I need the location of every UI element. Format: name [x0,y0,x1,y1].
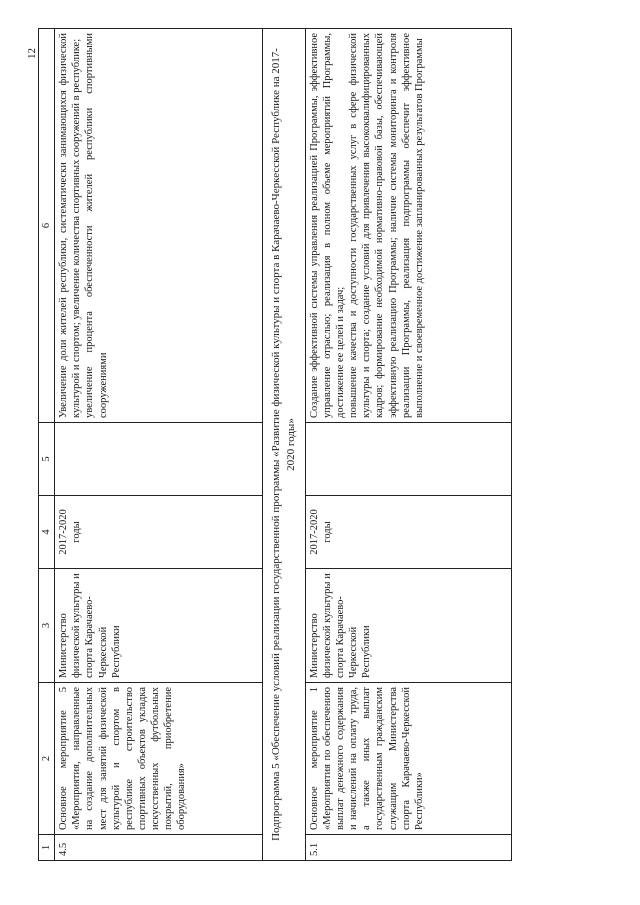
period-cell: 2017-2020 годы [55,496,263,569]
empty-cell [55,423,263,496]
column-header: 2 [39,683,55,835]
header-row [39,29,55,861]
column-header: 6 [39,29,55,423]
empty-cell [305,423,511,496]
executor-cell: Министерство физической культуры и спорта Карачаево-Черкесской Республики [55,569,263,683]
column-header: 1 [39,835,55,861]
column-header: 5 [39,423,55,496]
subprogram-title: Подпрограмма 5 «Обеспечение условий реализации государственной программы «Развитие физической культуры и спорта в Карачаево-Черкесской Республике на 2017-2020 годы» [263,29,306,861]
activity-cell: Основное мероприятие 1 «Мероприятия по обеспечению выплат денежного содержания и начислений на оплату труда, а также иных выплат государственным гражданским служащим Министерства спорта Карачаево-Черкесской Республики» [305,683,511,835]
program-table [38,28,512,861]
column-header: 4 [39,496,55,569]
result-cell: Создание эффективной системы управления реализацией Программы, эффективное управление отраслью; реализация в полном объеме мероприятий Программы, достижение ее целей и задач; повышение качества и доступности государственных услуг в сфере физической культуры и спорта; создание условий для привлечения высококвалифицированных кадров; формирование необходимой нормативно-правовой базы, обеспечивающей эффективную реализацию Программы; наличие системы мониторинга и контроля реализации Программы, реализация подпрограммы обеспечит эффективное выполнение и своевременное достижение запланированных результатов Программы [305,29,511,423]
subprogram-row [263,29,306,861]
row-number: 5.1 [305,835,511,861]
table-row [305,29,511,861]
table-row [55,29,263,861]
period-cell: 2017-2020 годы [305,496,511,569]
activity-cell: Основное мероприятие 5 «Мероприятия, направленные на создание дополнительных мест для занятий физической культурой и спортом в республике строительство спортивных объектов укладка искусственных футбольных покрытий, приобретение оборудования» [55,683,263,835]
column-header: 3 [39,569,55,683]
page-number: 12 [26,48,38,59]
executor-cell: Министерство физической культуры и спорта Карачаево-Черкесской Республики [305,569,511,683]
row-number: 4.5 [55,835,263,861]
result-cell: Увеличение доли жителей республики, систематически занимающихся физической культурой и спортом; увеличение количества спортивных сооружений в республике; увеличение процента обеспеченности жителей республики спортивными сооружениями [55,29,263,423]
